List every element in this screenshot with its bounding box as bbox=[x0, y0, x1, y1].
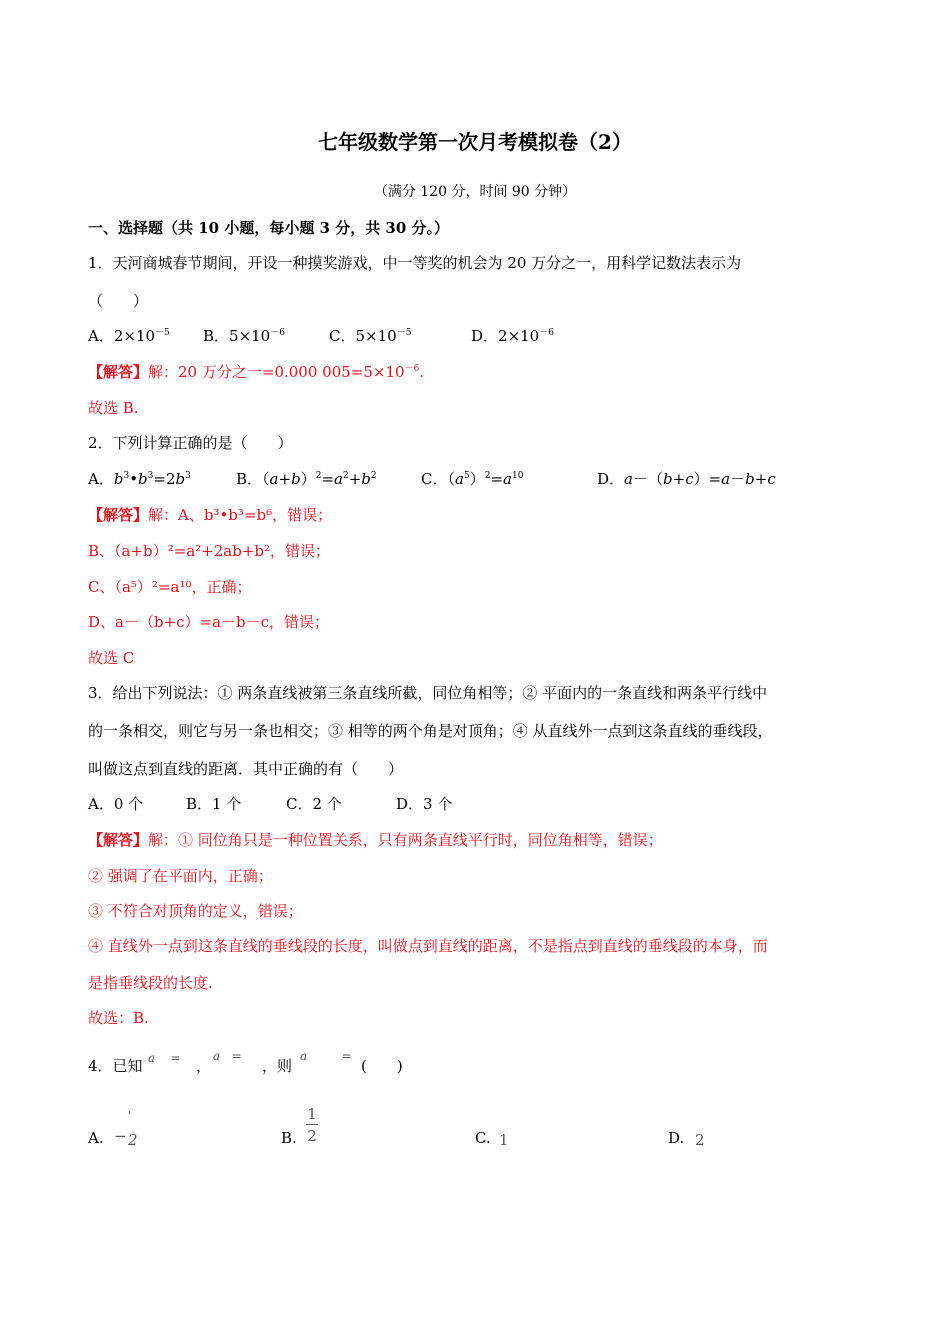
section-heading: 一、选择题（共 10 小题，每小题 3 分，共 30 分。） bbox=[88, 219, 450, 237]
q3-answer-line-4: ④ 直线外一点到这条直线的垂线段的长度，叫做点到直线的距离，不是指点到直线的垂线段的本身，而 bbox=[88, 937, 768, 955]
q4-option-a[interactable]: A. − ' 2 bbox=[88, 1109, 138, 1149]
q3-answer-line-3: ③ 不符合对顶角的定义，错误； bbox=[88, 902, 303, 920]
q3-stem-line-2: 的一条相交，则它与另一条也相交；③ 相等的两个角是对顶角；④ 从直线外一点到这条直线的垂线段， bbox=[88, 722, 773, 740]
page-title: 七年级数学第一次月考模拟卷（2） bbox=[318, 130, 632, 154]
q3-choice: 故选：B. bbox=[88, 1009, 149, 1027]
q1-answer: 【解答】解：20 万分之一=0.000 $005=5\times 10^{-6}$. bbox=[88, 363, 425, 381]
q2-option-a[interactable]: A．$b^3•b^3=2b^3$ bbox=[88, 470, 191, 488]
q4-stem: 4．已知 a = ， a = ，则 a = ( ) bbox=[88, 1056, 143, 1076]
q3-answer-line-2: ② 强调了在平面内，正确； bbox=[88, 867, 273, 885]
q4-option-c[interactable]: C. 1 bbox=[475, 1129, 509, 1149]
q3-option-d[interactable]: D．3 个 bbox=[396, 795, 453, 813]
q4-formula-2: a = bbox=[213, 1049, 242, 1063]
q1-option-b[interactable]: B．$5\times 10^{-6}$ bbox=[203, 327, 285, 345]
q2-answer-line-4: D、a－（b+c）=a－b－c，错误； bbox=[88, 613, 330, 631]
q1-stem-line-1: 1．天河商城春节期间，开设一种摸奖游戏，中一等奖的机会为 20 万分之一，用科学记数法表示为 bbox=[88, 254, 742, 272]
q4-option-b[interactable]: B. 1 2 bbox=[281, 1105, 317, 1147]
q3-stem-line-1: 3．给出下列说法：① 两条直线被第三条直线所截，同位角相等；② 平面内的一条直线和两条平行线中 bbox=[88, 684, 768, 702]
q4-options bbox=[88, 1105, 788, 1152]
q3-answer-line-5: 是指垂线段的长度. bbox=[88, 974, 213, 992]
q3-answer-line-1: 【解答】解：① 同位角只是一种位置关系，只有两条直线平行时，同位角相等，错误； bbox=[88, 831, 663, 849]
q2-answer-line-3: C、（a⁵）²=a¹⁰，正确； bbox=[88, 578, 252, 596]
q1-option-c[interactable]: C．$5\times 10^{-5}$ bbox=[329, 327, 412, 345]
q1-option-d[interactable]: D．$2\times 10^{-6}$ bbox=[471, 327, 554, 345]
q4-a-minus: − bbox=[114, 1127, 127, 1145]
q4-option-d[interactable]: D. 2 bbox=[668, 1129, 705, 1149]
q3-stem-line-3: 叫做这点到直线的距离．其中正确的有（ ） bbox=[88, 760, 404, 778]
q4-formula-3: a = bbox=[300, 1049, 352, 1063]
q3-option-c[interactable]: C．2 个 bbox=[286, 795, 342, 813]
q2-stem: 2．下列计算正确的是（ ） bbox=[88, 434, 293, 452]
q1-option-a[interactable]: A．$2\times 10^{-5}$ bbox=[88, 327, 170, 345]
q1-stem-line-2: （ ） bbox=[88, 292, 149, 310]
q2-answer-line-1: 【解答】解：A、b³•b³=b⁶，错误； bbox=[88, 506, 333, 524]
q2-choice: 故选 C bbox=[88, 649, 135, 667]
q2-option-c[interactable]: C．$(a^5)^2=a^{10}$ bbox=[421, 470, 524, 488]
q3-option-b[interactable]: B．1 个 bbox=[186, 795, 242, 813]
q2-option-d[interactable]: D．a－（b+c）=a－b+c bbox=[597, 470, 776, 488]
exam-info: （满分 120 分，时间 90 分钟） bbox=[373, 184, 577, 200]
q3-option-a[interactable]: A．0 个 bbox=[88, 795, 144, 813]
q1-choice: 故选 B. bbox=[88, 399, 139, 417]
q2-answer-line-2: B、（a+b）²=a²+2ab+b²，错误； bbox=[88, 542, 331, 560]
q2-option-b[interactable]: B．$(a+b)^2=a^2+b^2$ bbox=[236, 470, 377, 488]
q4-formula-1: a = bbox=[148, 1051, 181, 1065]
